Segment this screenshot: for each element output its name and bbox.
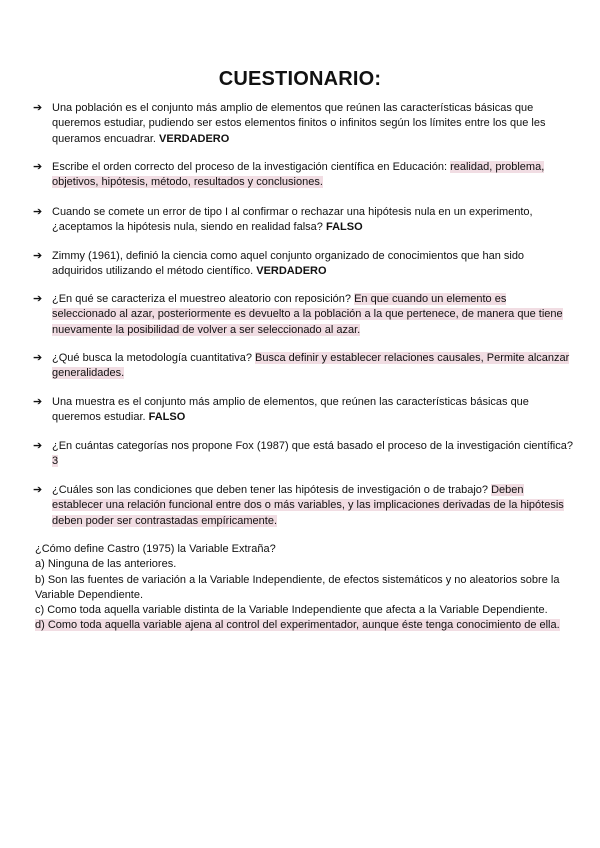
arrow-icon: ➔ [33, 250, 43, 262]
list-item [33, 292, 573, 338]
arrow-icon: ➔ [33, 161, 43, 173]
arrow-icon: ➔ [33, 484, 43, 496]
option-b: b) Son las fuentes de variación a la Variable Independiente, de efectos sistemáticos y no aleatorios sobre la Variable Dependiente. [35, 573, 560, 601]
question-text: Una población es el conjunto más amplio de elementos que reúnen las características básicas que queremos estudiar, pudiendo ser estos elementos finitos o infinitos según los límites entre los que les queramos encuadrar. [52, 102, 546, 145]
answer-text: VERDADERO [256, 265, 327, 278]
question-text: Una muestra es el conjunto más amplio de elementos, que reúnen las características básicas que queremos estudiar. [52, 396, 529, 424]
answer-text: Deben establecer una relación funcional entre dos o más variables, y las implicaciones derivadas de la hipótesis deben poder ser contrastadas empíricamente. [52, 484, 564, 527]
question-text: Zimmy (1961), definió la ciencia como aquel conjunto organizado de conocimientos que han sido adquiridos utilizando el método científico. [52, 250, 525, 278]
list-item [33, 483, 573, 529]
list-item [33, 160, 573, 191]
answer-text: VERDADERO [159, 132, 230, 145]
arrow-icon: ➔ [33, 206, 43, 218]
answer-text: 3 [52, 455, 59, 468]
question-text: Cuando se comete un error de tipo I al confirmar o rechazar una hipótesis nula en un experimento, ¿aceptamos la hipótesis nula, siendo en realidad falsa? [52, 206, 533, 234]
list-item [33, 205, 573, 236]
answer-text: FALSO [148, 411, 186, 424]
answer-text: Busca definir y establecer relaciones causales, Permite alcanzar generalidades. [52, 352, 570, 380]
option-d: d) Como toda aquella variable ajena al control del experimentador, aunque éste tenga conocimiento de ella. [35, 619, 560, 632]
list-item [33, 351, 573, 382]
arrow-icon: ➔ [33, 102, 43, 114]
question-text: ¿En cuántas categorías nos propone Fox (1987) que está basado el proceso de la investigación científica? [52, 440, 573, 452]
answer-text: FALSO [325, 221, 363, 234]
question-text: ¿Qué busca la metodología cuantitativa? [52, 352, 252, 364]
list-item [33, 249, 573, 280]
answer-text: realidad, problema, objetivos, hipótesis, método, resultados y conclusiones. [52, 161, 545, 189]
arrow-icon: ➔ [33, 352, 43, 364]
arrow-icon: ➔ [33, 396, 43, 408]
answer-text: En que cuando un elemento es seleccionado al azar, posteriormente es devuelto a la población a la que pertenece, de manera que tiene nuevamente la posibilidad de volver a ser seleccionado al azar. [52, 293, 563, 336]
list-item [33, 439, 573, 470]
question-text: ¿En qué se caracteriza el muestreo aleatorio con reposición? [52, 293, 351, 305]
page-title: CUESTIONARIO: [218, 68, 382, 90]
list-item [33, 395, 573, 426]
arrow-icon: ➔ [33, 440, 43, 452]
question-text: Escribe el orden correcto del proceso de la investigación científica en Educación: [52, 161, 448, 173]
final-question-block [35, 542, 570, 634]
final-question-text: ¿Cómo define Castro (1975) la Variable Extraña? [35, 543, 276, 555]
option-a: a) Ninguna de las anteriores. [35, 558, 177, 571]
arrow-icon: ➔ [33, 293, 43, 305]
list-item [33, 101, 573, 147]
option-c: c) Como toda aquella variable distinta de la Variable Independiente que afecta a la Variable Dependiente. [35, 604, 548, 617]
question-text: ¿Cuáles son las condiciones que deben tener las hipótesis de investigación o de trabajo? [52, 484, 489, 496]
